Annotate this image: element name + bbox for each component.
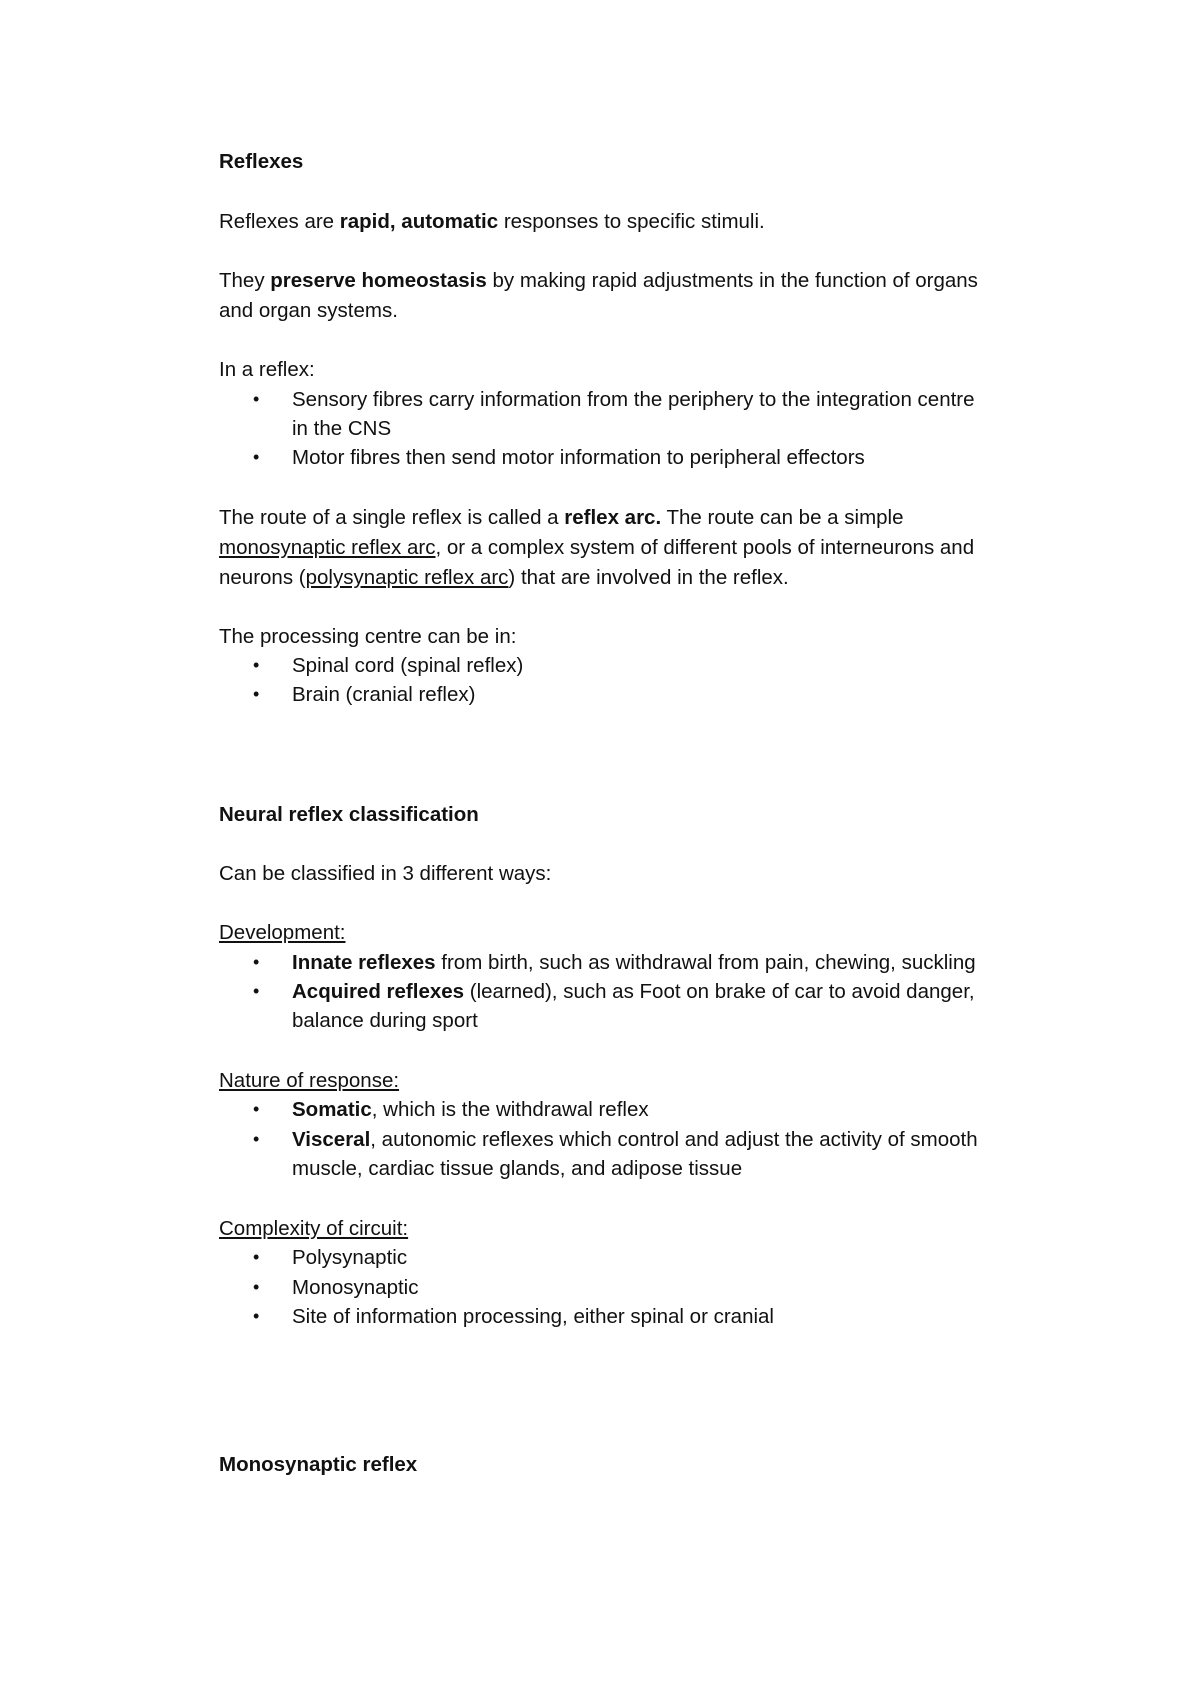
- bullet-icon: •: [253, 1099, 260, 1119]
- text-run: responses to specific stimuli.: [498, 210, 765, 233]
- text-run: They: [219, 269, 271, 292]
- bullet-icon: •: [253, 1247, 260, 1267]
- bullet-icon: •: [253, 1306, 260, 1326]
- text-run: from birth, such as withdrawal from pain, chewing, suckling: [435, 951, 976, 974]
- route-line2: [219, 533, 974, 563]
- paragraph-homeostasis-line1: [219, 266, 978, 296]
- processing-intro: The processing centre can be in:: [219, 625, 517, 648]
- bullet-icon: •: [253, 981, 260, 1001]
- text-run: ) that are involved in the reflex.: [508, 566, 789, 589]
- underlined-text: Complexity of circuit:: [219, 1217, 409, 1240]
- bullet-icon: •: [253, 952, 260, 972]
- list-item: [219, 443, 865, 473]
- bullet-icon: •: [253, 655, 260, 675]
- in-a-reflex-intro: In a reflex:: [219, 358, 315, 381]
- list-item: [219, 651, 523, 681]
- list-item-text: Polysynaptic: [292, 1246, 408, 1269]
- list-item: [219, 1302, 774, 1332]
- underlined-text: Nature of response:: [219, 1069, 400, 1092]
- bold-text: Acquired reflexes: [292, 980, 465, 1003]
- list-item: [219, 1095, 649, 1125]
- list-item: [219, 385, 975, 415]
- underlined-text: polysynaptic reflex arc: [305, 566, 509, 589]
- nature-label: [219, 1066, 399, 1096]
- text-run: The route can be a simple: [661, 506, 904, 529]
- text-run: The route of a single reflex is called a: [219, 506, 565, 529]
- classified-intro: Can be classified in 3 different ways:: [219, 862, 552, 885]
- bold-text: Visceral: [292, 1128, 371, 1151]
- list-item: [219, 680, 475, 710]
- text-run: neurons (: [219, 566, 306, 589]
- list-item-text: Brain (cranial reflex): [292, 683, 476, 706]
- bullet-icon: •: [253, 684, 260, 704]
- list-item-text: Sensory fibres carry information from the periphery to the integration centre: [292, 388, 975, 411]
- list-item: [219, 1273, 418, 1303]
- text-run: , autonomic reflexes which control and adjust the activity of smooth: [370, 1128, 978, 1151]
- list-item-continuation: muscle, cardiac tissue glands, and adipose tissue: [292, 1157, 743, 1180]
- heading-reflexes: Reflexes: [219, 150, 304, 173]
- heading-monosynaptic: Monosynaptic reflex: [219, 1453, 418, 1476]
- bold-text: rapid, automatic: [339, 210, 499, 233]
- complexity-label: [219, 1214, 408, 1244]
- bold-text: Somatic: [292, 1098, 372, 1121]
- list-item: [219, 948, 976, 978]
- list-item-text: Monosynaptic: [292, 1276, 419, 1299]
- paragraph-definition: [219, 207, 765, 237]
- list-item-text: Site of information processing, either spinal or cranial: [292, 1305, 774, 1328]
- paragraph-homeostasis-line2: and organ systems.: [219, 299, 398, 322]
- text-run: , or a complex system of different pools of interneurons and: [435, 536, 975, 559]
- list-item-text: Spinal cord (spinal reflex): [292, 654, 524, 677]
- bold-text: Innate reflexes: [292, 951, 436, 974]
- list-item-continuation: in the CNS: [292, 417, 392, 440]
- text-run: by making rapid adjustments in the function of organs: [486, 269, 978, 292]
- bold-text: preserve homeostasis: [270, 269, 487, 292]
- bold-text: reflex arc.: [564, 506, 662, 529]
- bullet-icon: •: [253, 1129, 260, 1149]
- text-run: (learned), such as Foot on brake of car to avoid danger,: [464, 980, 975, 1003]
- list-item-text: Motor fibres then send motor information to peripheral effectors: [292, 446, 865, 469]
- bullet-icon: •: [253, 389, 260, 409]
- list-item: [219, 1243, 407, 1273]
- heading-classification: Neural reflex classification: [219, 803, 479, 826]
- bullet-icon: •: [253, 1277, 260, 1297]
- text-run: , which is the withdrawal reflex: [371, 1098, 649, 1121]
- bullet-icon: •: [253, 447, 260, 467]
- route-line1: [219, 503, 904, 533]
- text-run: Reflexes are: [219, 210, 340, 233]
- underlined-text: Development:: [219, 921, 346, 944]
- development-label: [219, 918, 345, 948]
- route-line3: [219, 563, 789, 593]
- list-item: [219, 977, 975, 1007]
- underlined-text: monosynaptic reflex arc: [219, 536, 436, 559]
- list-item: [219, 1125, 978, 1155]
- list-item-continuation: balance during sport: [292, 1009, 478, 1032]
